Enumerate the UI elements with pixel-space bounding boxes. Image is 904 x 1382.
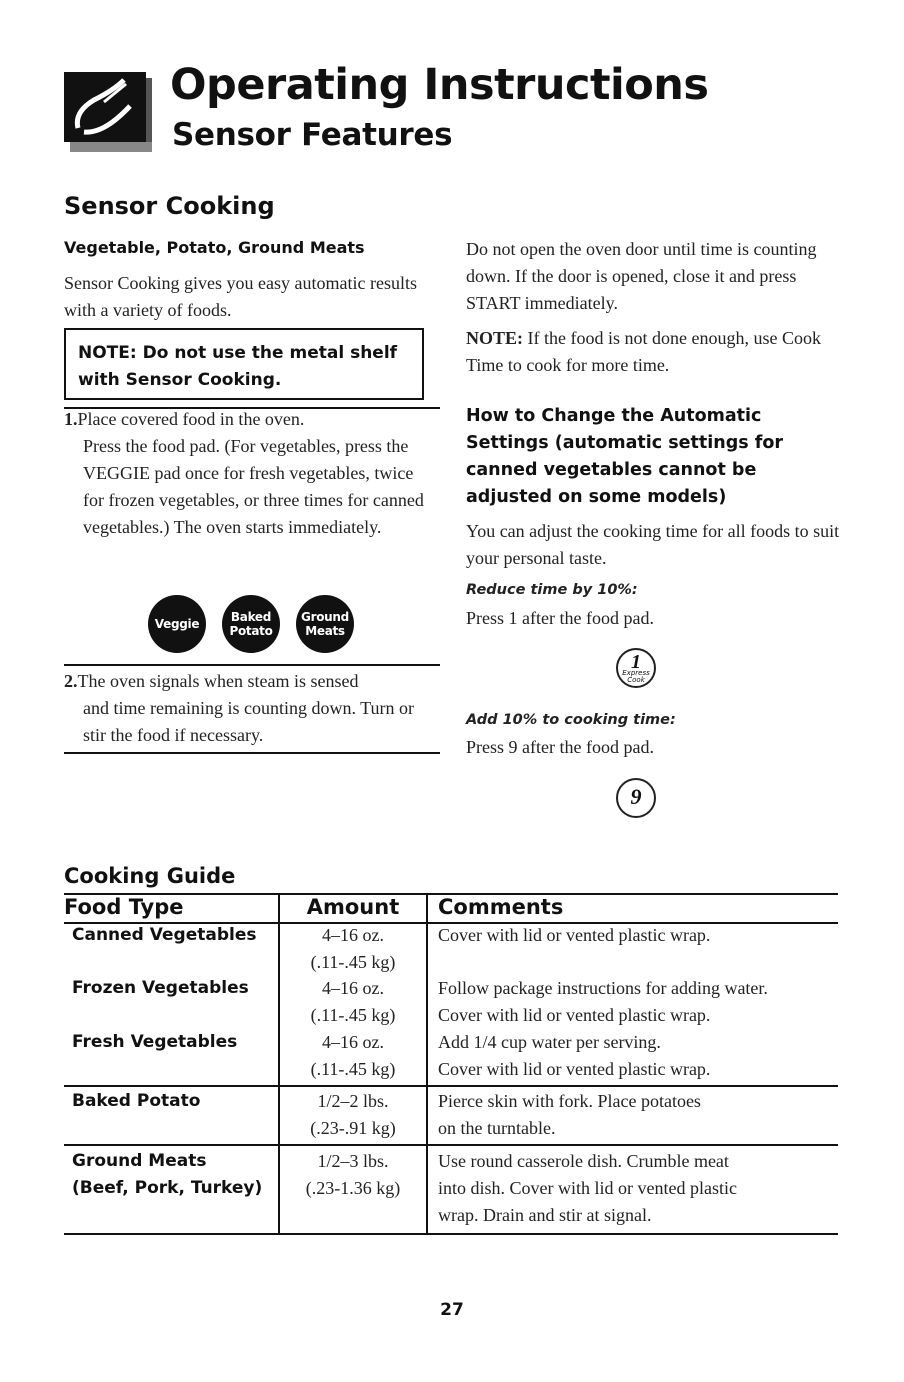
step-text: Place covered food in the oven. bbox=[77, 409, 305, 429]
comment-line: Cover with lid or vented plastic wrap. bbox=[438, 1005, 711, 1025]
section-heading: Sensor Cooking bbox=[64, 192, 275, 220]
comments-cell bbox=[438, 1088, 701, 1142]
reduce-text: Press 1 after the food pad. bbox=[466, 608, 654, 628]
amount-line: (.11-.45 kg) bbox=[310, 1005, 396, 1025]
step-1 bbox=[64, 406, 434, 541]
amount-line: (.11-.45 kg) bbox=[310, 1059, 396, 1079]
food-type-cell: Fresh Vegetables bbox=[72, 1032, 238, 1052]
note-text: NOTE: Do not use the metal shelf with Sensor Cooking. bbox=[78, 343, 398, 390]
key-9-icon bbox=[616, 778, 656, 818]
step-number: 2. bbox=[64, 671, 78, 691]
pad-label: Ground bbox=[301, 610, 349, 624]
amount-cell bbox=[280, 1029, 426, 1083]
pad-label: Meats bbox=[305, 624, 345, 638]
amount-cell bbox=[280, 1148, 426, 1202]
add-label: Add 10% to cooking time: bbox=[466, 712, 676, 728]
column-divider bbox=[426, 893, 428, 1235]
amount-line: 1/2–3 lbs. bbox=[317, 1151, 389, 1171]
amount-cell bbox=[280, 1088, 426, 1142]
oven-section-icon bbox=[64, 72, 152, 154]
step-number: 1. bbox=[64, 409, 78, 429]
note-box bbox=[64, 328, 424, 400]
cooking-guide-heading: Cooking Guide bbox=[64, 864, 236, 888]
settings-paragraph: You can adjust the cooking time for all foods to suit your personal taste. bbox=[466, 521, 840, 568]
food-type-cell bbox=[72, 1148, 262, 1202]
comment-line: Add 1/4 cup water per serving. bbox=[438, 1032, 661, 1052]
row-rule bbox=[64, 1085, 838, 1087]
pad-label: Potato bbox=[229, 624, 273, 638]
column-header-amount: Amount bbox=[306, 895, 400, 919]
comments-cell bbox=[438, 1148, 737, 1229]
food-type-line: (Beef, Pork, Turkey) bbox=[72, 1178, 263, 1198]
veggie-pad-icon bbox=[148, 595, 206, 653]
pad-label: Baked bbox=[230, 610, 272, 624]
step-text: The oven signals when steam is sensed bbox=[77, 671, 359, 691]
column-header-comments: Comments bbox=[438, 895, 564, 919]
amount-cell bbox=[280, 975, 426, 1029]
step-text: Press the food pad. (For vegetables, press the VEGGIE pad once for fresh vegetables, twice for frozen vegetables, or three times for canned vegetables.) The oven starts immediately. bbox=[83, 436, 424, 537]
divider bbox=[64, 664, 440, 666]
comment-line: Cover with lid or vented plastic wrap. bbox=[438, 925, 711, 945]
comments-cell bbox=[438, 1029, 710, 1083]
page-subtitle: Sensor Features bbox=[172, 117, 453, 153]
key-digit: 9 bbox=[630, 784, 642, 809]
comment-line: on the turntable. bbox=[438, 1118, 556, 1138]
page-number: 27 bbox=[440, 1300, 464, 1320]
door-paragraph: Do not open the oven door until time is counting down. If the door is opened, close it and press START immediately. bbox=[466, 239, 817, 313]
step-text: and time remaining is counting down. Turn or stir the food if necessary. bbox=[83, 698, 414, 745]
food-type-cell: Canned Vegetables bbox=[72, 925, 257, 945]
key-digit: 1 bbox=[631, 651, 641, 673]
comments-cell bbox=[438, 975, 768, 1029]
amount-line: (.23-.91 kg) bbox=[310, 1118, 396, 1138]
baked-potato-pad-icon bbox=[222, 595, 280, 653]
food-type-cell: Frozen Vegetables bbox=[72, 978, 249, 998]
column-header-food-type: Food Type bbox=[64, 895, 184, 919]
left-subheading: Vegetable, Potato, Ground Meats bbox=[64, 238, 365, 257]
key-1-icon bbox=[616, 648, 656, 688]
page-title: Operating Instructions bbox=[170, 60, 709, 110]
comment-line: Use round casserole dish. Crumble meat bbox=[438, 1151, 729, 1171]
reduce-label: Reduce time by 10%: bbox=[466, 582, 638, 598]
comment-line: Pierce skin with fork. Place potatoes bbox=[438, 1091, 701, 1111]
amount-cell bbox=[280, 922, 426, 976]
row-rule bbox=[64, 1144, 838, 1146]
comment-line: Follow package instructions for adding water. bbox=[438, 978, 768, 998]
amount-line: 4–16 oz. bbox=[322, 978, 384, 998]
amount-line: 1/2–2 lbs. bbox=[317, 1091, 389, 1111]
food-type-line: Ground Meats bbox=[72, 1151, 207, 1171]
amount-line: (.23-1.36 kg) bbox=[305, 1178, 401, 1198]
table-bottom-rule bbox=[64, 1233, 838, 1235]
food-type-cell: Baked Potato bbox=[72, 1091, 201, 1111]
amount-line: 4–16 oz. bbox=[322, 1032, 384, 1052]
add-text: Press 9 after the food pad. bbox=[466, 737, 654, 757]
intro-paragraph: Sensor Cooking gives you easy automatic results with a variety of foods. bbox=[64, 273, 417, 320]
divider bbox=[64, 752, 440, 754]
note-text: If the food is not done enough, use Cook Time to cook for more time. bbox=[466, 328, 821, 375]
amount-line: (.11-.45 kg) bbox=[310, 952, 396, 972]
note-label: NOTE: bbox=[466, 328, 524, 348]
settings-heading: How to Change the Automatic Settings (automatic settings for canned vegetables cannot be adjusted on some models) bbox=[466, 406, 783, 507]
right-note bbox=[466, 325, 846, 379]
key-caption: Express Cook bbox=[622, 669, 650, 684]
comments-cell bbox=[438, 922, 710, 949]
comment-line: into dish. Cover with lid or vented plastic bbox=[438, 1178, 737, 1198]
amount-line: 4–16 oz. bbox=[322, 925, 384, 945]
pad-label: Veggie bbox=[154, 617, 200, 631]
comment-line: wrap. Drain and stir at signal. bbox=[438, 1205, 652, 1225]
comment-line: Cover with lid or vented plastic wrap. bbox=[438, 1059, 711, 1079]
ground-meats-pad-icon bbox=[296, 595, 354, 653]
step-2 bbox=[64, 668, 434, 749]
